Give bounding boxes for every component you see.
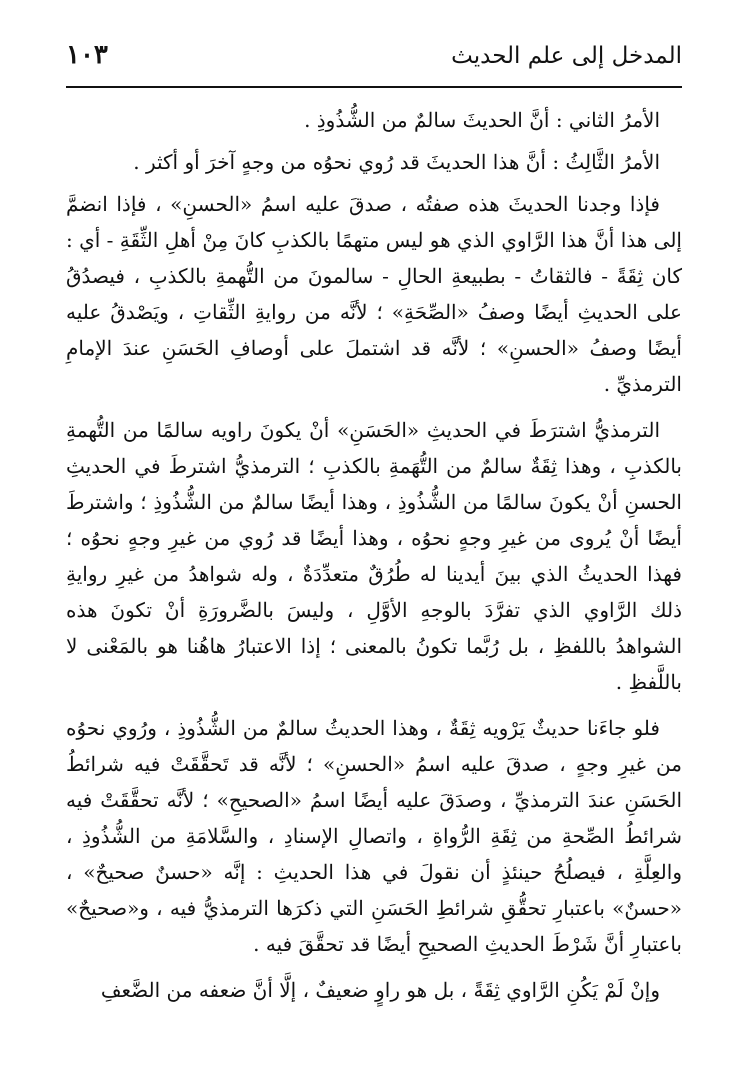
paragraph: الأمرُ الثاني : أنَّ الحديثَ سالمٌ من الشُّذُوذِ . [304, 108, 660, 132]
paragraph: الترمذيُّ اشترَطَ في الحديثِ «الحَسَنِ» أنْ يكونَ راويه سالمًا من التُّهمةِ بالكذبِ ، وهذا ثِقَةٌ سالمٌ من التُّهَمةِ بالكذبِ ؛ الترمذيُّ اشترطَ في الحديثِ الحسنِ أنْ يكونَ سالمًا من الشُّذُوذِ ، وهذا أيضًا سالمٌ من الشُّذُوذِ ؛ واشترطَ أيضًا أنْ يُروى من غيرِ وجهٍ نحوُه ، وهذا أيضًا قد رُوي من غيرِ وجهٍ نحوُه ؛ فهذا الحديثُ الذي بينَ أيدينا له طُرُقٌ متعدِّدَةٌ ، وله شواهدُ من غيرِ روايةِ ذلك الرَّاوي الذي تفرَّدَ بالوجهِ الأوَّلِ ، وليسَ بالضَّرورَةِ أنْ تكونَ هذه الشواهدُ باللفظِ ، بل رُبَّما تكونُ بالمعنى ؛ إذا الاعتبارُ هاهُنا هو بالمَعْنى لا باللَّفظِ . [66, 418, 682, 694]
paragraph: فإذا وجدنا الحديثَ هذه صفتُه ، صدقَ عليه اسمُ «الحسنِ» ، فإذا انضمَّ إلى هذا أنَّ هذا الرَّاوي الذي هو ليس متهمًا بالكذبِ كانَ مِنْ أهلِ الثِّقَةِ - أي : كان ثِقَةً - فالثقاتُ - بطبيعةِ الحالِ - سالمونَ من التُّهمةِ بالكذبِ ، فيصدُقُ على الحديثِ أيضًا وصفُ «الصِّحَةِ» ؛ لأنَّه من روايةِ الثِّقاتِ ، ويَصْدقُ عليه أيضًا وصفُ «الحسنِ» ؛ لأنَّه قد اشتملَ على أوصافِ الحَسَنِ عندَ الإمامِ الترمذيِّ . [66, 192, 682, 396]
running-title: المدخل إلى علم الحديث [451, 43, 682, 69]
paragraph: فلو جاءَنا حديثٌ يَرْويه ثِقَةٌ ، وهذا الحديثُ سالمٌ من الشُّذُوذِ ، ورُوي نحوُه من غيرِ وجهٍ ، صدقَ عليه اسمُ «الحسنِ» ؛ لأنَّه قد تَحقَّقَتْ فيه شرائطُ الحَسَنِ عندَ الترمذيِّ ، وصدَقَ عليه أيضًا اسمُ «الصحيحِ» ؛ لأنَّه تحقَّقَتْ فيه شرائطُ الصِّحةِ من ثِقَةِ الرُّواةِ ، واتصالِ الإسنادِ ، والسَّلامَةِ من الشُّذُوذِ ، والعِلَّةِ ، فيصلُحُ حينئذٍ أن نقولَ في هذا الحديثِ : إنَّه «حسنٌ صحيحٌ» ، «حسنٌ» باعتبارِ تحقُّقِ شرائطِ الحَسَنِ التي ذكرَها الترمذيُّ فيه ، و«صحيحٌ» باعتبارِ أنَّ شَرْطَ الحديثِ الصحيحِ أيضًا قد تحقَّقَ فيه . [66, 716, 682, 956]
page-content [66, 102, 682, 1008]
paragraph: وإنْ لَمْ يَكُنِ الرَّاوي ثِقَةً ، بل هو راوٍ ضعيفٌ ، إلَّا أنَّ ضعفه من الضَّعفِ [100, 978, 660, 1002]
page-number: ١٠٣ [66, 40, 108, 70]
paragraph: الأمرُ الثَّالِثُ : أنَّ هذا الحديثَ قد رُوي نحوُه من وجهٍ آخرَ أو أكثر . [133, 150, 660, 174]
page-header [66, 40, 682, 88]
